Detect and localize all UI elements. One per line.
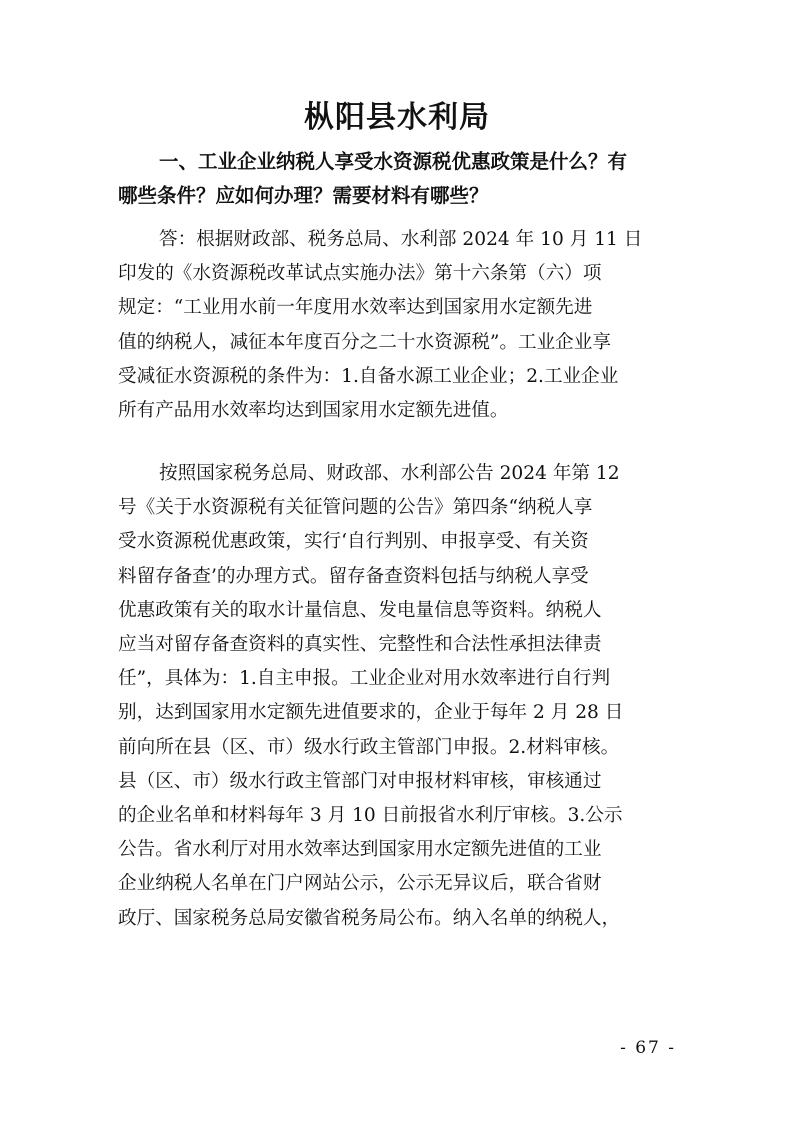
answer-paragraph-2	[118, 457, 678, 936]
text-line: 答：根据财政部、税务总局、水利部 2024 年 10 月 11 日	[159, 229, 643, 250]
text-line: 规定：“工业用水前一年度用水效率达到国家用水定额先进	[118, 297, 593, 319]
page-title: 枞阳县水利局	[304, 100, 490, 135]
text-line: 值的纳税人，减征本年度百分之二十水资源税”。工业企业享	[118, 331, 611, 353]
text-line: 号《关于水资源税有关征管问题的公告》第四条“纳税人享	[118, 497, 593, 519]
question-line: 一、工业企业纳税人享受水资源税优惠政策是什么？有	[159, 150, 628, 173]
text-line: 前向所在县（区、市）级水行政主管部门申报。2.材料审核。	[118, 736, 620, 758]
text-line: 印发的《水资源税改革试点实施办法》第十六条第（六）项	[118, 263, 602, 285]
text-line: 应当对留存备查资料的真实性、完整性和合法性承担法律责	[118, 634, 602, 656]
text-line: 优惠政策有关的取水计量信息、发电量信息等资料。纳税人	[118, 599, 602, 621]
text-line: 受减征水资源税的条件为：1.自备水源工业企业；2.工业企业	[118, 365, 619, 387]
text-line: 任”，具体为：1.自主申报。工业企业对用水效率进行自行判	[118, 668, 611, 690]
text-line: 所有产品用水效率均达到国家用水定额先进值。	[118, 400, 509, 422]
page-number: - 67 -	[620, 1038, 676, 1058]
text-line: 的企业名单和材料每年 3 月 10 日前报省水利厅审核。3.公示	[118, 805, 623, 827]
text-line: 别，达到国家用水定额先进值要求的，企业于每年 2 月 28 日	[118, 702, 624, 724]
text-line: 按照国家税务总局、财政部、水利部公告 2024 年第 12	[159, 463, 620, 484]
text-line: 企业纳税人名单在门户网站公示，公示无异议后，联合省财	[118, 873, 602, 895]
text-line: 县（区、市）级水行政主管部门对申报材料审核，审核通过	[118, 770, 602, 792]
question-line: 哪些条件？应如何办理？需要材料有哪些？	[118, 184, 489, 207]
text-line: 政厅、国家税务总局安徽省税务局公布。纳入名单的纳税人，	[118, 907, 621, 929]
text-line: 公告。省水利厅对用水效率达到国家用水定额先进值的工业	[118, 839, 602, 861]
text-line: 料留存备查’的办理方式。留存备查资料包括与纳税人享受	[118, 565, 589, 587]
text-line: 受水资源税优惠政策，实行‘自行判别、申报享受、有关资	[118, 531, 589, 553]
question-heading	[118, 145, 678, 213]
answer-paragraph-1	[118, 223, 678, 428]
